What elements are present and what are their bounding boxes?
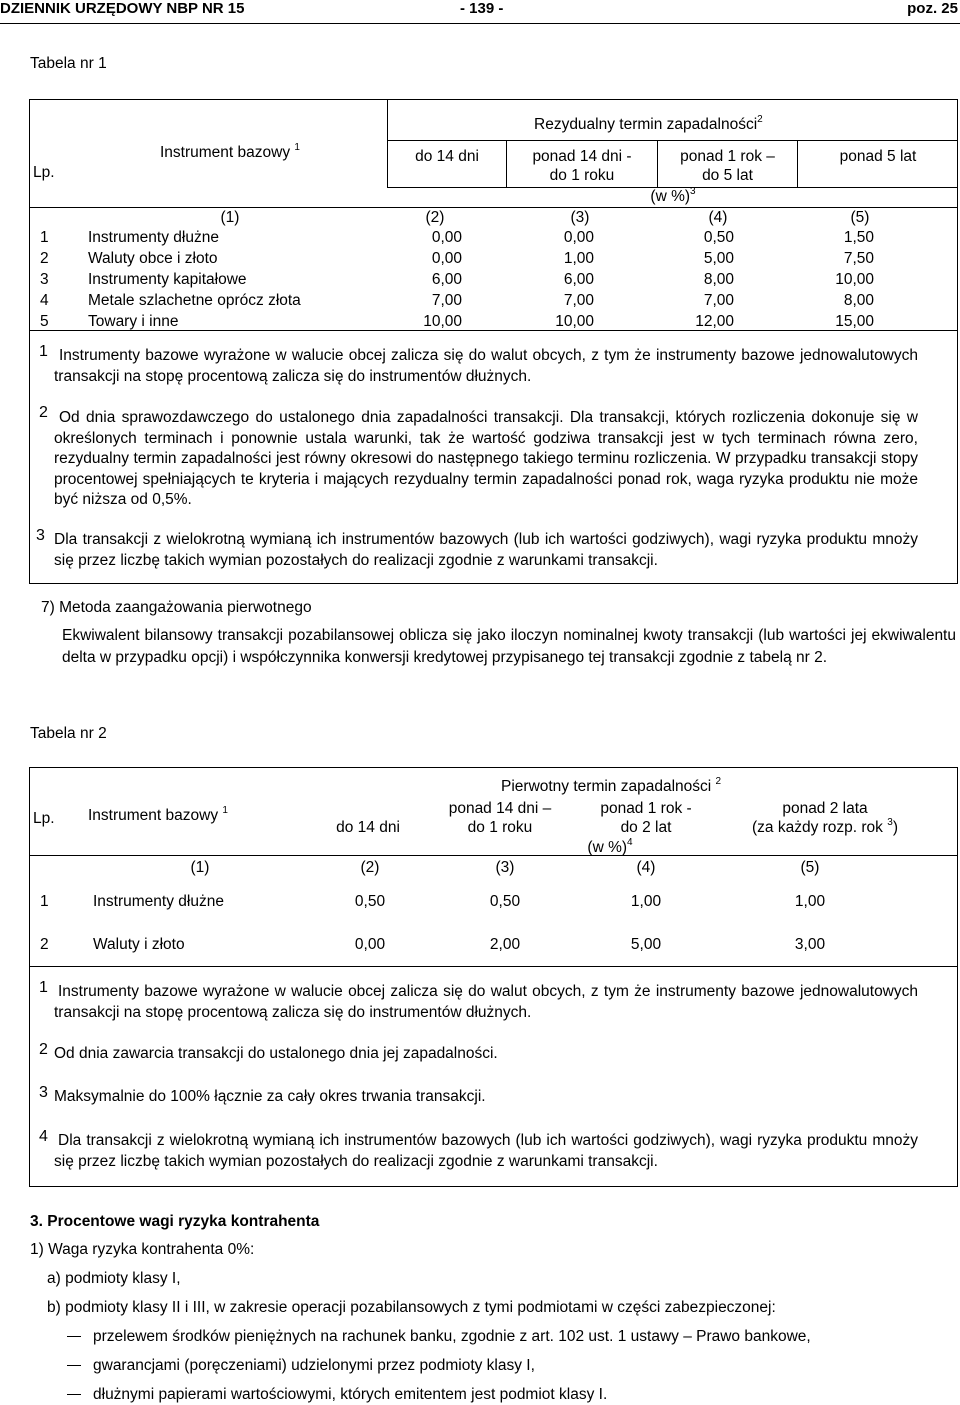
table1-footnote-number: 2 [39, 404, 48, 421]
table1-footnote-number: 1 [39, 343, 48, 360]
table2-lp-header: Lp. [33, 810, 55, 827]
row-value: 10,00 [835, 271, 874, 288]
row-value: 7,00 [431, 292, 462, 309]
row-value: 10,00 [423, 313, 462, 330]
row-lp: 2 [40, 250, 49, 267]
header-rule [0, 23, 960, 24]
page-number: - 139 - [460, 0, 504, 17]
table1-caption: Tabela nr 1 [30, 55, 107, 72]
table2-caption: Tabela nr 2 [30, 725, 107, 742]
table2-footnote-number: 2 [39, 1041, 48, 1058]
list-item: przelewem środków pieniężnych na rachunek banku, zgodnie z art. 102 ust. 1 ustawy – Prawo bankowe, [67, 1327, 811, 1346]
row-value: 1,50 [843, 229, 874, 246]
table1-residual-header: Rezydualny termin zapadalności$^2$ [534, 114, 763, 133]
table2-footnote-number: 4 [39, 1128, 48, 1145]
table2-footnote-4: Dla transakcji z wielokrotną wymianą ich instrumentów bazowych (lub ich wartości godziwych), wagi ryzyka produktu mnoży się przez liczbę takich wymian pozostałych do realizacji zgodnie z warunkami transakcji. [54, 1132, 918, 1170]
row-lp: 5 [40, 313, 49, 330]
row-value: 3,00 [794, 936, 826, 953]
section3-item-a: a) podmioty klasy I, [47, 1270, 181, 1287]
table1-colnum: (2) [425, 209, 445, 226]
row-value: 6,00 [563, 271, 594, 288]
table2-footnote-number: 3 [39, 1084, 48, 1101]
row-value: 0,50 [354, 893, 386, 910]
row-value: 0,00 [431, 229, 462, 246]
row-value: 1,00 [563, 250, 594, 267]
table1-rule [29, 207, 958, 208]
row-name: Waluty i złoto [93, 936, 185, 953]
row-name: Instrumenty dłużne [88, 229, 219, 246]
table2-colnum: (4) [636, 859, 656, 876]
row-value: 6,00 [431, 271, 462, 288]
row-value: 8,00 [843, 292, 874, 309]
table2-footnote-2: Od dnia zawarcia transakcji do ustalonego dnia jej zapadalności. [54, 1045, 498, 1062]
position-number: poz. 25 [907, 0, 958, 17]
row-name: Waluty obce i złoto [88, 250, 218, 267]
row-name: Metale szlachetne oprócz złota [88, 292, 301, 309]
row-value: 12,00 [695, 313, 734, 330]
journal-title: DZIENNIK URZĘDOWY NBP NR 15 [0, 0, 245, 17]
section7-title: 7) Metoda zaangażowania pierwotnego [41, 599, 312, 616]
row-value: 1,00 [794, 893, 826, 910]
table1-frame [29, 99, 958, 584]
table1-colnum: (3) [570, 209, 590, 226]
row-value: 0,00 [563, 229, 594, 246]
row-value: 5,00 [703, 250, 734, 267]
row-value: 8,00 [703, 271, 734, 288]
row-name: Instrumenty dłużne [93, 893, 224, 910]
table1-footnote-number: 3 [36, 527, 45, 544]
dash-icon [67, 1336, 81, 1337]
table1-col4-header: ponad 1 rok – do 5 lat [680, 148, 775, 184]
row-lp: 4 [40, 292, 49, 309]
row-lp: 2 [40, 936, 49, 953]
row-name: Towary i inne [88, 313, 179, 330]
row-value: 5,00 [630, 936, 662, 953]
table2-colnum: (1) [190, 859, 210, 876]
section3-item-b: b) podmioty klasy II i III, w zakresie operacji pozabilansowych z tymi podmiotami w części zabezpieczonej: [47, 1299, 776, 1316]
table1-colnum: (1) [220, 209, 240, 226]
section3-item1: 1) Waga ryzyka kontrahenta 0%: [30, 1241, 255, 1258]
table2-rule [29, 966, 958, 967]
row-value: 0,50 [489, 893, 521, 910]
table2-col4-header: ponad 1 rok - do 2 lat [600, 800, 692, 836]
row-value: 1,00 [630, 893, 662, 910]
row-lp: 1 [40, 229, 49, 246]
row-value: 15,00 [835, 313, 874, 330]
table1-footnote-2: Od dnia sprawozdawczego do ustalonego dnia zapadalności transakcji. Dla transakcji, których rozliczenia dokonuje się w określonych terminach i ponownie ustala warunki, tak że wartość godziwa transakcji jest w tych terminach równa zero, rezydualny termin zapadalności jest równy okresowi do następnego takiego terminu rozliczenia. W przypadku transakcji stopy procentowej spełniających te kryteria i mających rezydualny termin zapadalności ponad rok, waga ryzyka produktu nie może być niższa od 0,5%. [54, 409, 918, 508]
table1-col2-header: do 14 dni [415, 148, 479, 165]
row-value: 7,50 [843, 250, 874, 267]
table1-col3-header: ponad 14 dni - do 1 roku [532, 148, 632, 184]
row-value: 0,00 [431, 250, 462, 267]
table2-footnote-number: 1 [39, 979, 48, 996]
section7-text: Ekwiwalent bilansowy transakcji pozabilansowej oblicza się jako iloczyn nominalnej kwoty transakcji (lub wartości jej ekwiwalentu delta w przypadku opcji) i współczynnika konwersji kredytowej przypisanego tej transakcji zgodnie z tabelą nr 2. [62, 627, 956, 666]
table2-rule [29, 855, 958, 856]
table2-footnote-3: Maksymalnie do 100% łącznie za cały okres trwania transakcji. [54, 1088, 486, 1105]
table2-units: (w %)$^4$ [587, 837, 633, 856]
row-value: 0,00 [354, 936, 386, 953]
row-value: 7,00 [703, 292, 734, 309]
table1-lp-header: Lp. [33, 164, 55, 181]
row-value: 2,00 [489, 936, 521, 953]
table2-instrument-header: Instrument bazowy $^1$ [88, 805, 228, 824]
list-item: dłużnymi papierami wartościowymi, których emitentem jest podmiot klasy I. [67, 1385, 607, 1404]
table2-colnum: (5) [800, 859, 820, 876]
table1-units: (w %)$^3$ [650, 186, 696, 205]
table1-colnum: (4) [708, 209, 728, 226]
table1-rule [387, 99, 388, 187]
row-value: 7,00 [563, 292, 594, 309]
table2-colnum: (3) [495, 859, 515, 876]
table2-footnote-1: Instrumenty bazowe wyrażone w walucie obcej zalicza się do walut obcych, z tym że instrumenty bazowe jednowalutowych transakcji na stopę procentową zalicza się do instrumentów dłużnych. [54, 983, 918, 1021]
row-lp: 3 [40, 271, 49, 288]
table2-colnum: (2) [360, 859, 380, 876]
table2-original-header: Pierwotny termin zapadalności $^2$ [501, 776, 722, 795]
table1-rule [387, 140, 958, 141]
table1-instrument-header: Instrument bazowy $^1$ [160, 142, 300, 161]
list-item: gwarancjami (poręczeniami) udzielonymi przez podmioty klasy I, [67, 1356, 535, 1375]
table1-colnum: (5) [850, 209, 870, 226]
row-name: Instrumenty kapitałowe [88, 271, 247, 288]
row-value: 0,50 [703, 229, 734, 246]
table1-footnote-1: Instrumenty bazowe wyrażone w walucie obcej zalicza się do walut obcych, z tym że instrumenty bazowe jednowalutowych transakcji na stopę procentową zalicza się do instrumentów dłużnych. [54, 347, 918, 385]
dash-icon [67, 1394, 81, 1395]
section3-title: 3. Procentowe wagi ryzyka kontrahenta [30, 1213, 320, 1230]
dash-icon [67, 1365, 81, 1366]
table2-col3-header: ponad 14 dni – do 1 roku [448, 800, 552, 836]
row-value: 10,00 [555, 313, 594, 330]
table1-footnote-3: Dla transakcji z wielokrotną wymianą ich instrumentów bazowych (lub ich wartości godziwych), wagi ryzyka produktu mnoży się przez liczbę takich wymian pozostałych do realizacji zgodnie z warunkami transakcji. [54, 531, 918, 569]
row-lp: 1 [40, 893, 49, 910]
table2-col5-header: ponad 2 lata (za każdy rozp. rok $^3$) [752, 800, 898, 836]
table1-col5-header: ponad 5 lat [839, 148, 917, 165]
table2-col2-header: do 14 dni [336, 819, 400, 836]
